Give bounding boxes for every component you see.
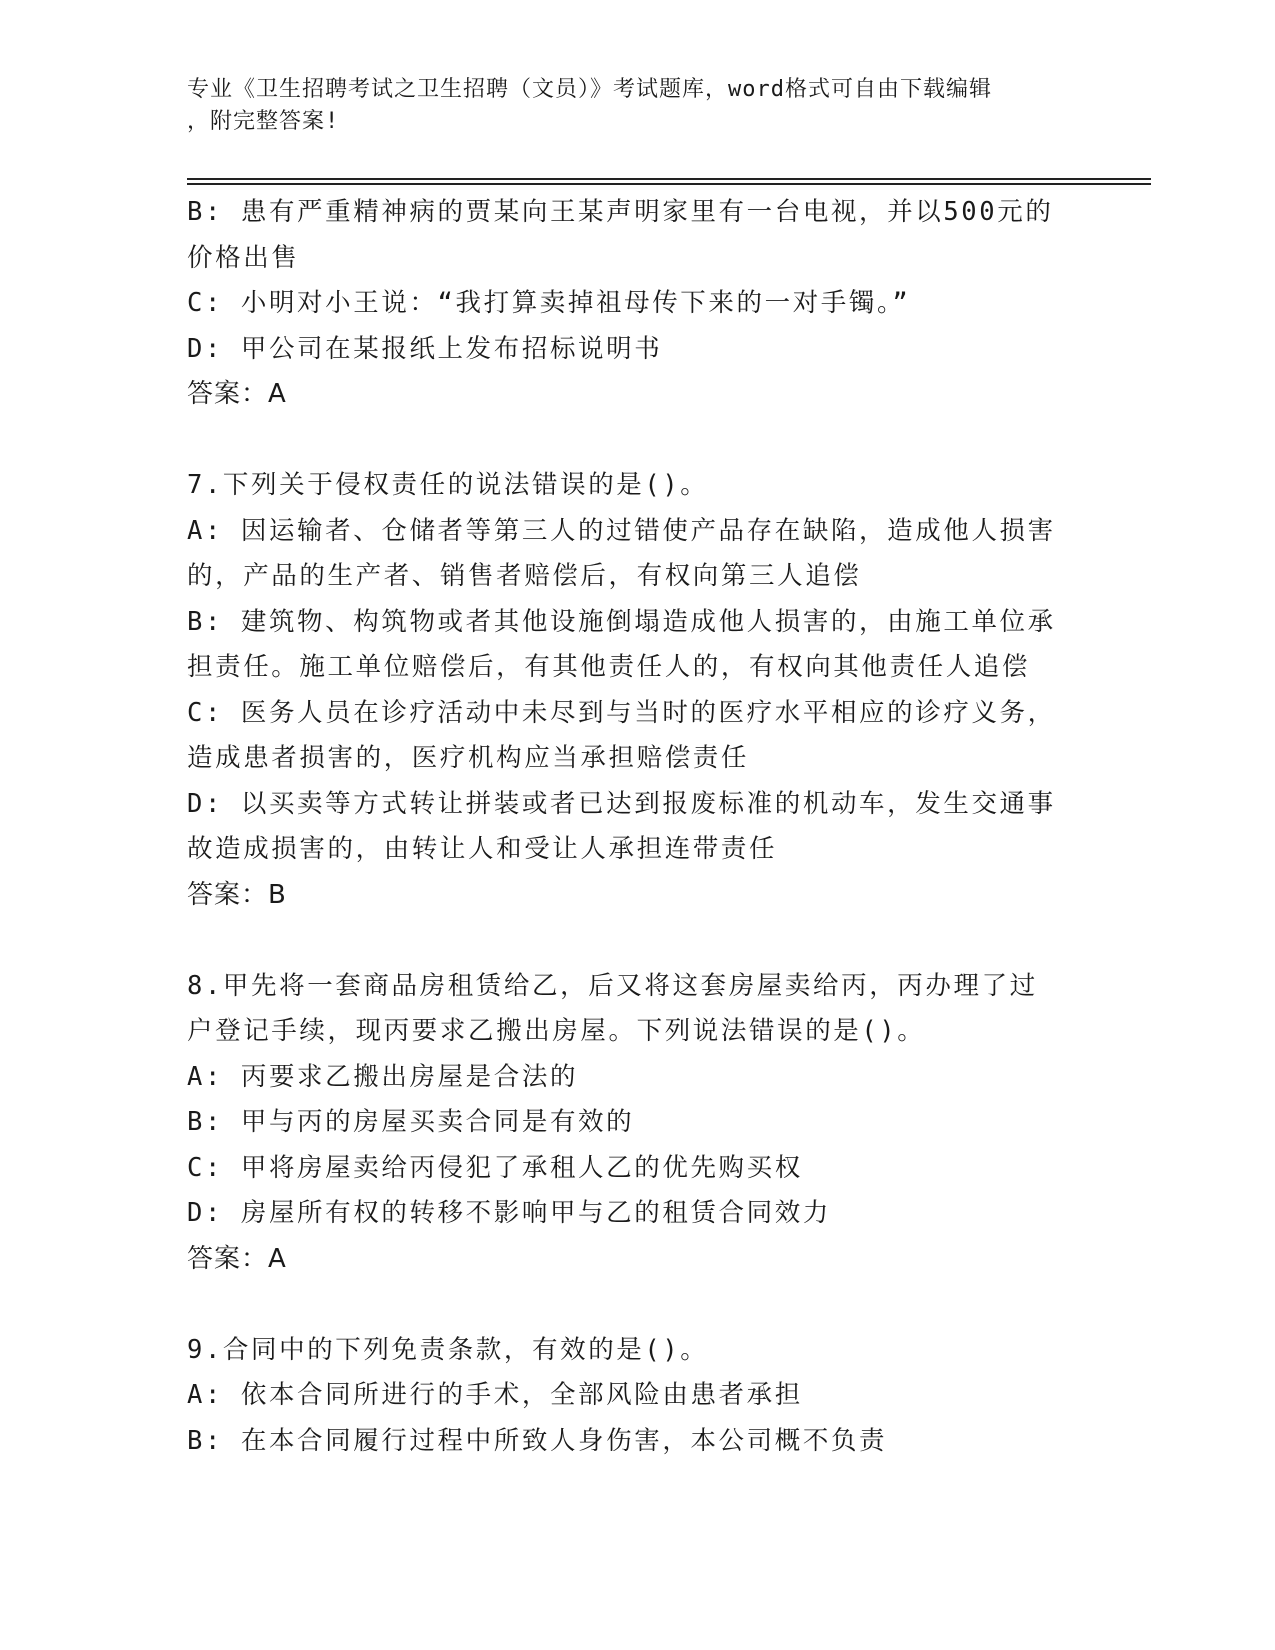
question-9 — [187, 1328, 1087, 1465]
q7-option-c-line-2: 造成患者损害的，医疗机构应当承担赔偿责任 — [187, 743, 750, 773]
q6-option-b-line-1: B: 患有严重精神病的贾某向王某声明家里有一台电视，并以500元的 — [187, 197, 1054, 227]
q7-option-a-line-2: 的，产品的生产者、销售者赔偿后，有权向第三人追偿 — [187, 561, 862, 591]
q8-question-line-1: 8.甲先将一套商品房租赁给乙，后又将这套房屋卖给丙，丙办理了过 — [187, 970, 1038, 1001]
q7-option-b-line-2: 担责任。施工单位赔偿后，有其他责任人的，有权向其他责任人追偿 — [187, 652, 1031, 682]
question-7 — [187, 463, 1087, 918]
q9-option-a: A: 依本合同所进行的手术，全部风险由患者承担 — [187, 1380, 803, 1410]
header-line-1: 专业《卫生招聘考试之卫生招聘（文员）》考试题库，word格式可自由下载编辑 — [187, 77, 992, 102]
q7-option-c-line-1: C: 医务人员在诊疗活动中未尽到与当时的医疗水平相应的诊疗义务， — [187, 697, 1056, 728]
q7-option-d-line-2: 故造成损害的，由转让人和受让人承担连带责任 — [187, 834, 778, 864]
question-8 — [187, 964, 1087, 1283]
document-header — [187, 74, 1087, 138]
q6-answer: 答案：A — [187, 379, 287, 409]
spacer — [187, 418, 1087, 464]
q7-option-b-line-1: B: 建筑物、构筑物或者其他设施倒塌造成他人损害的，由施工单位承 — [187, 606, 1056, 637]
q8-option-b: B: 甲与丙的房屋买卖合同是有效的 — [187, 1107, 635, 1137]
q7-option-d-line-1: D: 以买卖等方式转让拼装或者已达到报废标准的机动车，发生交通事 — [187, 788, 1056, 819]
header-rule-top — [187, 178, 1151, 180]
question-6 — [187, 190, 1087, 418]
q9-question: 9.合同中的下列免责条款，有效的是()。 — [187, 1334, 709, 1365]
q7-answer: 答案：B — [187, 879, 287, 910]
q6-option-c: C: 小明对小王说：“我打算卖掉祖母传下来的一对手镯。” — [187, 288, 911, 318]
q8-option-d: D: 房屋所有权的转移不影响甲与乙的租赁合同效力 — [187, 1198, 831, 1228]
q8-option-a: A: 丙要求乙搬出房屋是合法的 — [187, 1061, 579, 1092]
spacer — [187, 1282, 1087, 1328]
spacer — [187, 918, 1087, 964]
q6-option-d: D: 甲公司在某报纸上发布招标说明书 — [187, 333, 663, 364]
q6-option-b-line-2: 价格出售 — [187, 242, 300, 273]
header-line-2: ，附完整答案! — [187, 109, 340, 134]
q7-question: 7.下列关于侵权责任的说法错误的是()。 — [187, 470, 709, 500]
header-rule-bottom — [187, 183, 1151, 185]
q8-option-c: C: 甲将房屋卖给丙侵犯了承租人乙的优先购买权 — [187, 1152, 803, 1183]
q7-option-a-line-1: A: 因运输者、仓储者等第三人的过错使产品存在缺陷，造成他人损害 — [187, 515, 1056, 546]
document-body — [187, 190, 1087, 1464]
q8-answer: 答案：A — [187, 1243, 287, 1274]
q8-question-line-2: 户登记手续，现丙要求乙搬出房屋。下列说法错误的是()。 — [187, 1016, 926, 1046]
q9-option-b: B: 在本合同履行过程中所致人身伤害，本公司概不负责 — [187, 1425, 888, 1456]
